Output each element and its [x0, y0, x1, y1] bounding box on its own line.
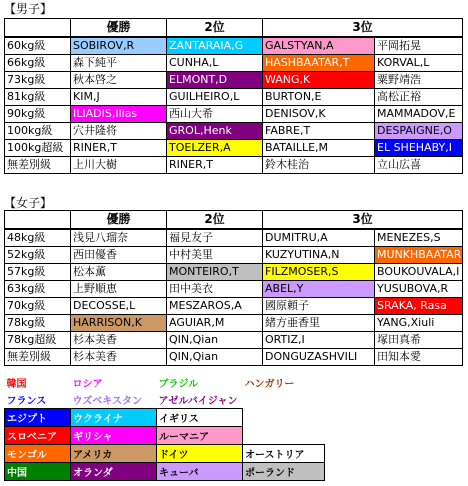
men-header-row — [5, 19, 463, 37]
silver-cell: 西山大希 — [167, 105, 263, 122]
gold-cell: 杉本美香 — [71, 331, 167, 348]
result-row — [5, 88, 463, 105]
silver-cell: QIN,Qian — [167, 331, 263, 348]
legend-country: ドイツ — [157, 445, 243, 463]
legend-country — [243, 427, 325, 445]
bronze2-cell: 粟野靖浩 — [375, 71, 463, 88]
header-gold: 優勝 — [71, 211, 167, 229]
men-section-title: 【男子】 — [4, 2, 53, 16]
bronze1-cell: FILZMOSER,S — [263, 263, 375, 280]
bronze1-cell: 國原頼子 — [263, 297, 375, 314]
result-row — [5, 37, 463, 55]
result-row — [5, 280, 463, 297]
weight-class-cell: 57kg級 — [5, 263, 71, 280]
legend-country: スロベニア — [5, 427, 71, 445]
bronze2-cell: EL SHEHABY,I — [375, 139, 463, 156]
result-row — [5, 122, 463, 139]
weight-class-cell: 100kg級 — [5, 122, 71, 139]
silver-cell: ZANTARAIA,G — [167, 37, 263, 55]
legend-country: 中国 — [5, 463, 71, 481]
weight-class-cell: 60kg級 — [5, 37, 71, 55]
bronze1-cell: 鈴木桂治 — [263, 156, 375, 173]
gold-cell: 上野順恵 — [71, 280, 167, 297]
silver-cell: CUNHA,L — [167, 54, 263, 71]
bronze1-cell: HASHBAATAR,T — [263, 54, 375, 71]
men-results-table — [4, 18, 463, 174]
legend-row — [5, 374, 325, 391]
bronze2-cell: SRAKA, Rasa — [375, 297, 463, 314]
bronze1-cell: BATAILLE,M — [263, 139, 375, 156]
bronze1-cell: FABRE,T — [263, 122, 375, 139]
bronze1-cell: WANG,K — [263, 71, 375, 88]
weight-class-cell: 90kg級 — [5, 105, 71, 122]
legend-country: オランダ — [71, 463, 157, 481]
bronze2-cell: DESPAIGNE,O — [375, 122, 463, 139]
header-silver: 2位 — [167, 19, 263, 37]
weight-class-cell: 73kg級 — [5, 71, 71, 88]
silver-cell: GROL,Henk — [167, 122, 263, 139]
result-row — [5, 297, 463, 314]
gold-cell: 松本薫 — [71, 263, 167, 280]
bronze1-cell: BURTON,E — [263, 88, 375, 105]
legend-country: ポーランド — [243, 463, 325, 481]
result-row — [5, 263, 463, 280]
legend-country: フランス — [6, 396, 47, 407]
result-row — [5, 71, 463, 88]
result-row — [5, 246, 463, 263]
bronze2-cell: 塚田真希 — [375, 331, 463, 348]
weight-class-cell: 48kg級 — [5, 229, 71, 247]
result-row — [5, 331, 463, 348]
weight-class-cell: 78kg級 — [5, 314, 71, 331]
result-row — [5, 139, 463, 156]
silver-cell: AGUIAR,M — [167, 314, 263, 331]
gold-cell: RINER,T — [71, 139, 167, 156]
silver-cell: 田中美衣 — [167, 280, 263, 297]
header-bronze: 3位 — [263, 19, 463, 37]
bronze2-cell: 立山広喜 — [375, 156, 463, 173]
gold-cell: 西田優香 — [71, 246, 167, 263]
legend-row — [5, 463, 325, 481]
legend-country: ウクライナ — [71, 409, 157, 427]
silver-cell: TOELZER,A — [167, 139, 263, 156]
bronze2-cell: KORVAL,L — [375, 54, 463, 71]
bronze1-cell: KUZYUTINA,N — [263, 246, 375, 263]
gold-cell: HARRISON,K — [71, 314, 167, 331]
silver-cell: ELMONT,D — [167, 71, 263, 88]
legend-country: ギリシャ — [71, 427, 157, 445]
bronze2-cell: 高松正裕 — [375, 88, 463, 105]
silver-cell: MESZAROS,A — [167, 297, 263, 314]
weight-class-cell: 無差別級 — [5, 348, 71, 365]
weight-class-cell: 52kg級 — [5, 246, 71, 263]
bronze2-cell: YUSUBOVA,R — [375, 280, 463, 297]
gold-cell: SOBIROV,R — [71, 37, 167, 55]
bronze2-cell: MUNKHBAATAR — [375, 246, 463, 263]
bronze2-cell: MAMMADOV,E — [375, 105, 463, 122]
weight-class-cell: 66kg級 — [5, 54, 71, 71]
weight-class-cell: 無差別級 — [5, 156, 71, 173]
header-class — [5, 211, 71, 229]
gold-cell: DECOSSE,L — [71, 297, 167, 314]
result-row — [5, 54, 463, 71]
weight-class-cell: 78kg超級 — [5, 331, 71, 348]
weight-class-cell: 81kg級 — [5, 88, 71, 105]
women-results-table — [4, 210, 463, 366]
silver-cell: 中村美里 — [167, 246, 263, 263]
legend-country: キューバ — [157, 463, 243, 481]
result-row — [5, 348, 463, 365]
legend-country: エジプト — [5, 409, 71, 427]
legend-country — [243, 409, 325, 427]
women-section-title: 【女子】 — [4, 196, 53, 210]
result-row — [5, 229, 463, 247]
legend-country: アゼルバイジャン — [158, 396, 238, 407]
legend-country: モンゴル — [5, 445, 71, 463]
bronze1-cell: GALSTYAN,A — [263, 37, 375, 55]
legend-row — [5, 427, 325, 445]
header-bronze: 3位 — [263, 211, 463, 229]
gold-cell: 杉本美香 — [71, 348, 167, 365]
legend-country: ウズベキスタン — [72, 396, 142, 407]
bronze1-cell: ABEL,Y — [263, 280, 375, 297]
result-row — [5, 314, 463, 331]
bronze2-cell: 田知本愛 — [375, 348, 463, 365]
bronze1-cell: DENISOV,K — [263, 105, 375, 122]
bronze1-cell: DUMITRU,A — [263, 229, 375, 247]
weight-class-cell: 70kg級 — [5, 297, 71, 314]
bronze2-cell: MENEZES,S — [375, 229, 463, 247]
bronze2-cell: 平岡拓晃 — [375, 37, 463, 55]
silver-cell: MONTEIRO,T — [167, 263, 263, 280]
country-color-legend — [4, 374, 325, 481]
legend-row — [5, 445, 325, 463]
legend-country: ハンガリー — [244, 379, 295, 390]
header-class — [5, 19, 71, 37]
weight-class-cell: 63kg級 — [5, 280, 71, 297]
gold-cell: 上川大樹 — [71, 156, 167, 173]
gold-cell: 穴井隆将 — [71, 122, 167, 139]
bronze1-cell: ORTIZ,I — [263, 331, 375, 348]
header-gold: 優勝 — [71, 19, 167, 37]
bronze1-cell: 緒方亜香里 — [263, 314, 375, 331]
bronze2-cell: YANG,Xiuli — [375, 314, 463, 331]
legend-country: 韓国 — [6, 379, 27, 390]
gold-cell: ILIADIS,Ilias — [71, 105, 167, 122]
silver-cell: 福見友子 — [167, 229, 263, 247]
gold-cell: 森下純平 — [71, 54, 167, 71]
gold-cell: 浅見八瑠奈 — [71, 229, 167, 247]
legend-country: イギリス — [157, 409, 243, 427]
legend-country: ブラジル — [158, 379, 199, 390]
silver-cell: GUILHEIRO,L — [167, 88, 263, 105]
gold-cell: KIM,J — [71, 88, 167, 105]
legend-country: ロシア — [72, 379, 103, 390]
result-row — [5, 105, 463, 122]
legend-country — [243, 391, 325, 409]
legend-row — [5, 391, 325, 409]
bronze1-cell: DONGUZASHVILI — [263, 348, 375, 365]
gold-cell: 秋本啓之 — [71, 71, 167, 88]
legend-country: アメリカ — [71, 445, 157, 463]
bronze2-cell: BOUKOUVALA,I — [375, 263, 463, 280]
silver-cell: QIN,Qian — [167, 348, 263, 365]
header-silver: 2位 — [167, 211, 263, 229]
result-row — [5, 156, 463, 173]
legend-country: オーストリア — [243, 445, 325, 463]
legend-country: ルーマニア — [157, 427, 243, 445]
silver-cell: RINER,T — [167, 156, 263, 173]
weight-class-cell: 100kg超級 — [5, 139, 71, 156]
women-header-row — [5, 211, 463, 229]
legend-row — [5, 409, 325, 427]
